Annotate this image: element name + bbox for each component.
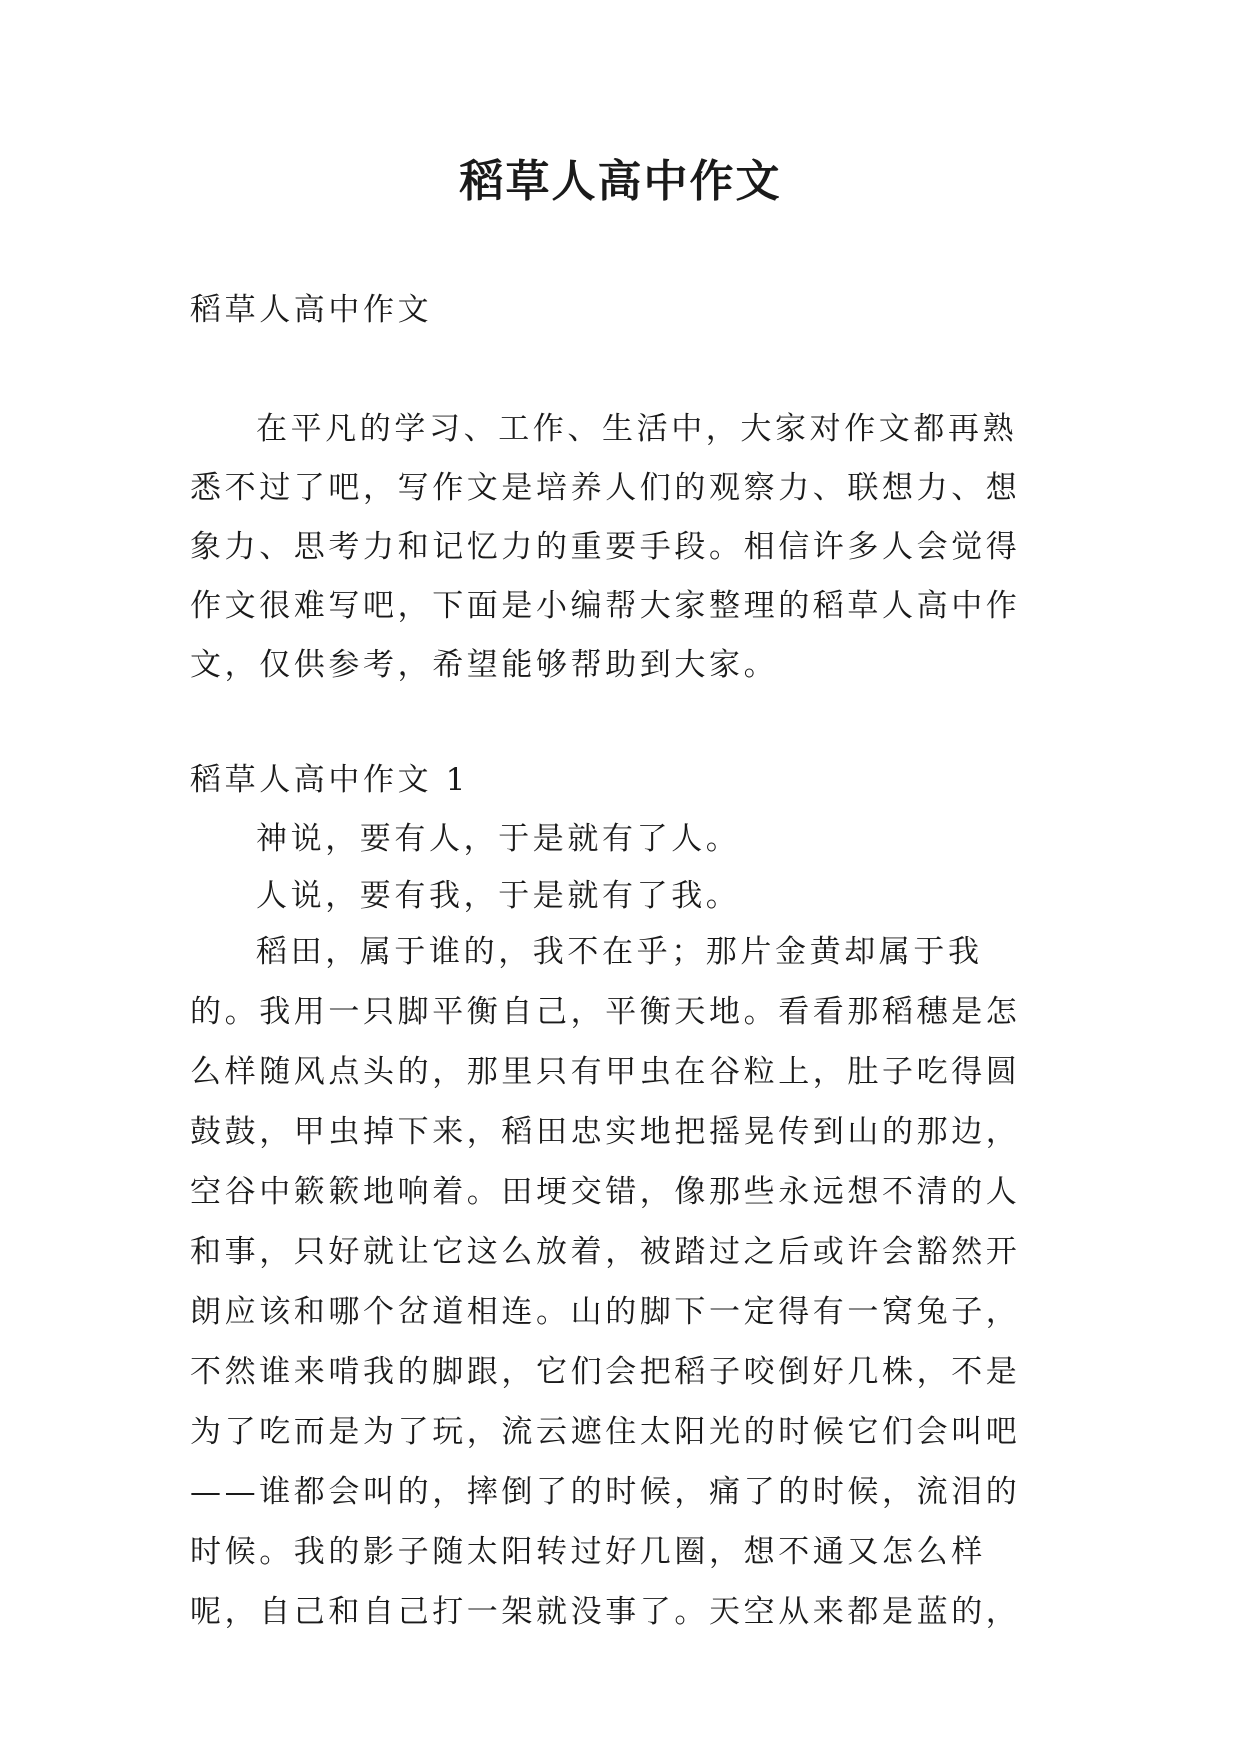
document-title: 稻草人高中作文 [459, 156, 782, 207]
body-paragraph: 稻田，属于谁的，我不在乎；那片金黄却属于我的。我用一只脚平衡自己，平衡天地。看看那稻穗是怎么样随风点头的，那里只有甲虫在谷粒上，肚子吃得圆鼓鼓，甲虫掉下来，稻田忠实地把摇晃传到山的那边，空谷中簌簌地响着。田埂交错，像那些永远想不清的人和事，只好就让它这么放着，被踏过之后或许会豁然开朗应该和哪个岔道相连。山的脚下一定得有一窝兔子，不然谁来啃我的脚跟，它们会把稻子咬倒好几株，不是为了吃而是为了玩，流云遮住太阳光的时候它们会叫吧——谁都会叫的，摔倒了的时候，痛了的时候，流泪的时候。我的影子随太阳转过好几圈，想不通又怎么样呢，自己和自己打一架就没事了。天空从来都是蓝的， [190, 934, 1021, 1630]
section-heading: 稻草人高中作文 1 [190, 762, 469, 798]
intro-paragraph: 在平凡的学习、工作、生活中，大家对作文都再熟悉不过了吧，写作文是培养人们的观察力、联想力、想象力、思考力和记忆力的重要手段。相信许多人会觉得作文很难写吧，下面是小编帮大家整理的稻草人高中作文，仅供参考，希望能够帮助到大家。 [190, 411, 1021, 683]
body-paragraph: 人说，要有我，于是就有了我。 [256, 878, 741, 914]
body-paragraph: 神说，要有人，于是就有了人。 [256, 821, 741, 857]
document-subtitle: 稻草人高中作文 [190, 292, 433, 328]
